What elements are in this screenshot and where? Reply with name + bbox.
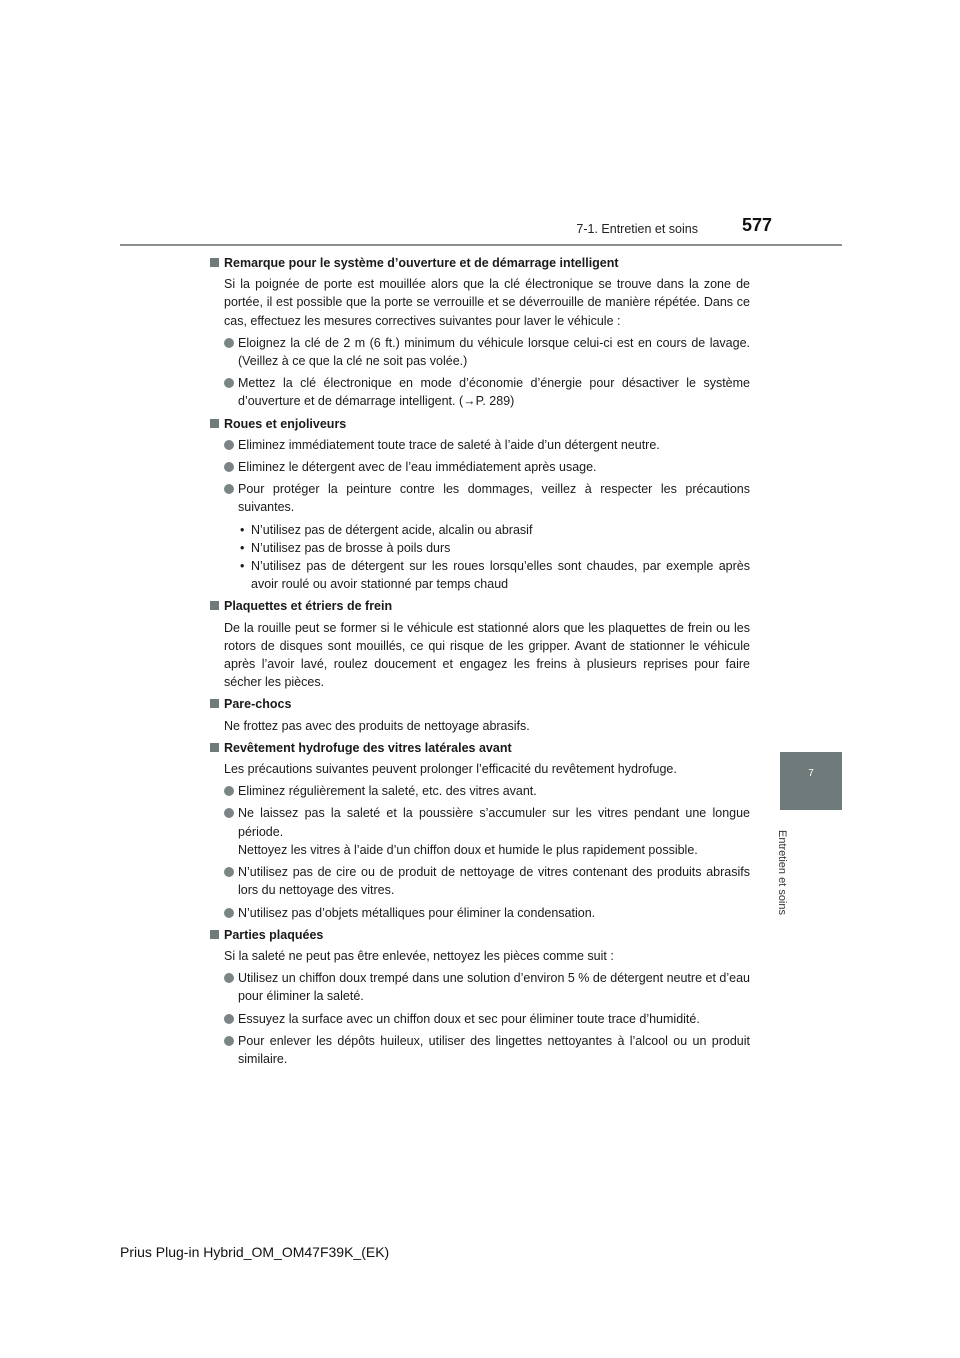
bullet-text: Pour enlever les dépôts huileux, utiliser des lingettes nettoyantes à l’alcool ou un produit similaire. [238, 1033, 750, 1066]
bullet-text: Ne laissez pas la saleté et la poussière s’accumuler sur les vitres pendant une longue période. [238, 806, 750, 839]
section-bumpers [210, 695, 750, 734]
round-bullet-icon [224, 462, 234, 472]
section-title [210, 415, 750, 433]
chapter-tab: 7 [780, 752, 842, 810]
bullet-note: Nettoyez les vitres à l’aide d’un chiffon doux et humide le plus rapidement possible. [238, 842, 698, 857]
sub-item-text: N’utilisez pas de brosse à poils durs [251, 540, 451, 555]
small-bullet-icon: • [240, 540, 245, 555]
round-bullet-icon [224, 908, 234, 918]
bullet-text: Pour protéger la peinture contre les dommages, veillez à respecter les précautions suivantes. [238, 482, 750, 515]
bullet-text: Eliminez régulièrement la saleté, etc. des vitres avant. [238, 784, 537, 799]
bullet-item [210, 1010, 750, 1028]
sub-list [210, 521, 750, 594]
page-content [210, 254, 750, 1072]
chapter-label [768, 830, 808, 930]
square-bullet-icon [210, 699, 219, 708]
square-bullet-icon [210, 930, 219, 939]
section-title [210, 597, 750, 615]
section-title-text: Plaquettes et étriers de frein [224, 599, 393, 614]
small-bullet-icon: • [240, 559, 245, 574]
section-plated-parts [210, 926, 750, 1068]
round-bullet-icon [224, 808, 234, 818]
bullet-text: Eloignez la clé de 2 m (6 ft.) minimum du véhicule lorsque celui-ci est en cours de lavage. (Veillez à ce que la clé ne soit pas volée.) [238, 335, 750, 369]
round-bullet-icon [224, 1036, 234, 1046]
bullet-text: Utilisez un chiffon doux trempé dans une solution d’environ 5 % de détergent neutre et d’eau pour éliminer la saleté. [238, 971, 750, 1004]
sub-item [210, 539, 750, 557]
section-intro: De la rouille peut se former si le véhicule est stationné alors que les plaquettes de frein ou les rotors de disques sont mouillés, ce qui risque de les gripper. Avant de stationner le véhicule après l’avoir lavé, roulez doucement et engagez les freins à plusieurs reprises pour faire sécher les pièces. [224, 620, 750, 690]
section-title-text: Revêtement hydrofuge des vitres latérales avant [224, 740, 512, 755]
section-title [210, 739, 750, 757]
section-water-repellent [210, 739, 750, 922]
header-section-title: 7-1. Entretien et soins [576, 222, 698, 236]
square-bullet-icon [210, 258, 219, 267]
bullet-item [210, 969, 750, 1005]
bullet-item [210, 863, 750, 899]
bullet-text: N’utilisez pas d’objets métalliques pour éliminer la condensation. [238, 905, 596, 920]
sub-item [210, 521, 750, 539]
bullet-item [210, 904, 750, 922]
bullet-item [210, 436, 750, 454]
bullet-item [210, 480, 750, 516]
bullet-item [210, 458, 750, 476]
round-bullet-icon [224, 973, 234, 983]
section-title-text: Parties plaquées [224, 927, 324, 942]
sub-item [210, 557, 750, 593]
header-divider [120, 244, 842, 246]
section-intro: Si la poignée de porte est mouillée alors que la clé électronique se trouve dans la zone de portée, il est possible que la porte se verrouille et se déverrouille de manière répétée. Dans ce cas, effectuez les mesures correctives suivantes pour laver le véhicule : [224, 277, 750, 328]
bullet-text: Eliminez immédiatement toute trace de saleté à l’aide d’un détergent neutre. [238, 437, 660, 452]
section-title [210, 254, 750, 272]
square-bullet-icon [210, 419, 219, 428]
section-title [210, 926, 750, 944]
section-intro: Ne frottez pas avec des produits de nettoyage abrasifs. [224, 718, 530, 733]
footer-document-id: Prius Plug-in Hybrid_OM_OM47F39K_(EK) [120, 1244, 390, 1260]
round-bullet-icon [224, 338, 234, 348]
section-title-text: Roues et enjoliveurs [224, 416, 347, 431]
square-bullet-icon [210, 601, 219, 610]
section-smart-entry [210, 254, 750, 411]
section-wheels [210, 415, 750, 594]
bullet-item [210, 374, 750, 410]
sub-item-text: N’utilisez pas de détergent sur les roues lorsqu’elles sont chaudes, par exemple après avoir roulé ou avoir stationné par temps chaud [251, 559, 750, 592]
section-title [210, 695, 750, 713]
round-bullet-icon [224, 867, 234, 877]
bullet-item [210, 804, 750, 859]
round-bullet-icon [224, 1014, 234, 1024]
round-bullet-icon [224, 786, 234, 796]
bullet-item [210, 334, 750, 370]
bullet-item [210, 782, 750, 800]
section-title-text: Pare-chocs [224, 697, 292, 712]
bullet-text: Eliminez le détergent avec de l’eau immédiatement après usage. [238, 460, 597, 475]
round-bullet-icon [224, 440, 234, 450]
chapter-label-text: Entretien et soins [776, 830, 788, 915]
section-intro: Si la saleté ne peut pas être enlevée, nettoyez les pièces comme suit : [224, 948, 614, 963]
page-number: 577 [741, 215, 772, 235]
bullet-text: Mettez la clé électronique en mode d’économie d’énergie pour désactiver le système d’ouverture et de démarrage intelligent. (→P. 289) [238, 376, 750, 409]
small-bullet-icon: • [240, 522, 245, 537]
round-bullet-icon [224, 378, 234, 388]
bullet-text: N’utilisez pas de cire ou de produit de nettoyage de vitres contenant des produits abrasifs lors du nettoyage des vitres. [238, 865, 750, 898]
bullet-text: Essuyez la surface avec un chiffon doux et sec pour éliminer toute trace d’humidité. [238, 1011, 700, 1026]
sub-item-text: N’utilisez pas de détergent acide, alcalin ou abrasif [251, 522, 533, 537]
section-brakes [210, 597, 750, 691]
section-title-text: Remarque pour le système d’ouverture et de démarrage intelligent [224, 256, 619, 270]
square-bullet-icon [210, 743, 219, 752]
section-intro: Les précautions suivantes peuvent prolonger l’efficacité du revêtement hydrofuge. [224, 762, 677, 777]
round-bullet-icon [224, 484, 234, 494]
bullet-item [210, 1032, 750, 1068]
